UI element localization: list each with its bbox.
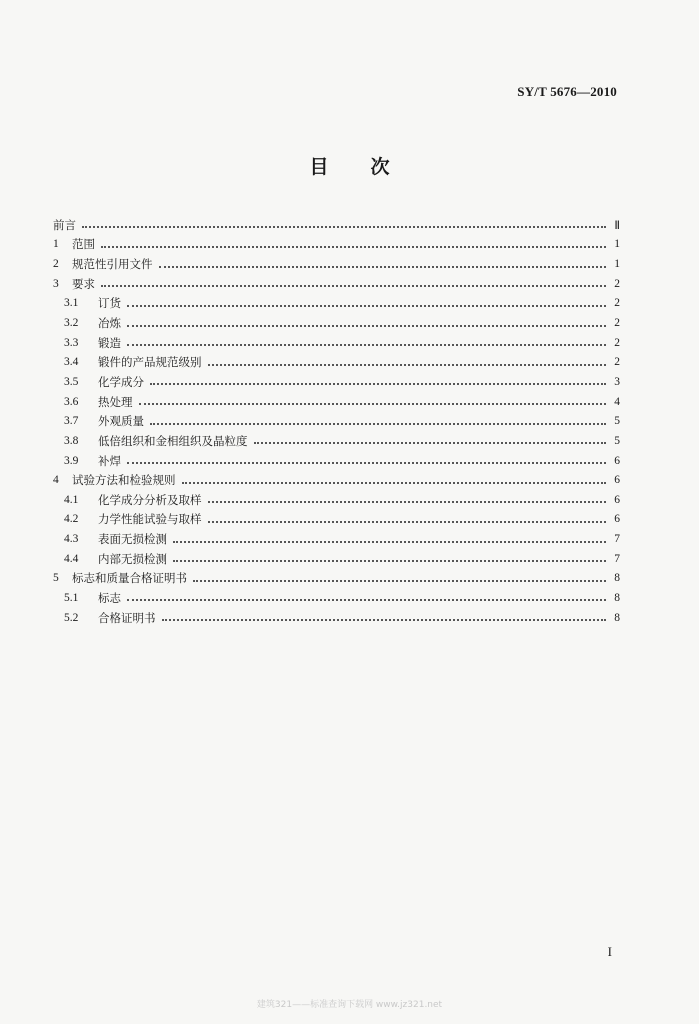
watermark: 建筑321——标准查询下载网 www.jz321.net [256, 1000, 443, 1010]
toc-entry-number: 4.2 [64, 513, 79, 526]
toc-entry-page: 3 [614, 375, 620, 388]
toc-leader-dots [150, 382, 606, 385]
toc-entry-title: 锻件的产品规范级别 [98, 355, 202, 370]
toc-entry-title: 范围 [72, 237, 95, 252]
toc-entry-page: 1 [614, 238, 620, 251]
toc-entry-number: 3.6 [64, 395, 79, 408]
toc-entry[interactable] [53, 352, 620, 372]
toc-leader-dots [150, 422, 606, 425]
toc-entry-number: 1 [53, 238, 59, 251]
toc-entry-page: 6 [614, 454, 620, 467]
toc-entry-number: 4.4 [64, 552, 79, 565]
toc-entry[interactable] [53, 490, 620, 510]
toc-leader-dots [208, 363, 607, 366]
toc-entry-number: 5.2 [64, 611, 79, 624]
toc-entry-number: 3.4 [64, 356, 79, 369]
toc-entry-page: 6 [614, 513, 620, 526]
toc-entry[interactable] [53, 569, 620, 589]
toc-leader-dots [173, 540, 606, 543]
toc-entry[interactable] [53, 431, 620, 451]
table-of-contents [53, 215, 620, 627]
toc-entry-page: 5 [614, 415, 620, 428]
toc-leader-dots [159, 265, 607, 268]
toc-leader-dots [139, 402, 607, 405]
toc-entry-title: 订货 [98, 296, 121, 311]
toc-entry[interactable] [53, 608, 620, 628]
toc-entry-title: 外观质量 [98, 414, 144, 429]
page-title [0, 152, 699, 179]
toc-entry-title: 化学成分分析及取样 [98, 492, 202, 507]
toc-entry-page: 2 [614, 356, 620, 369]
toc-leader-dots [82, 225, 606, 228]
toc-leader-dots [127, 324, 606, 327]
toc-entry-number: 3.5 [64, 375, 79, 388]
toc-entry-title: 热处理 [98, 394, 133, 409]
toc-entry-title: 冶炼 [98, 316, 121, 331]
toc-leader-dots [162, 618, 607, 621]
toc-entry-title: 要求 [72, 276, 95, 291]
toc-entry-number: 3.7 [64, 415, 79, 428]
toc-leader-dots [182, 481, 607, 484]
toc-entry-page: 8 [614, 611, 620, 624]
toc-entry-page: 6 [614, 493, 620, 506]
toc-entry[interactable] [53, 549, 620, 569]
toc-leader-dots [127, 304, 606, 307]
toc-entry[interactable] [53, 313, 620, 333]
toc-entry-page: 2 [614, 277, 620, 290]
toc-entry[interactable] [53, 294, 620, 314]
toc-entry-title: 标志 [98, 590, 121, 605]
toc-entry-page: 8 [614, 572, 620, 585]
toc-entry-number: 5.1 [64, 591, 79, 604]
toc-entry-page: 2 [614, 336, 620, 349]
toc-leader-dots [254, 441, 607, 444]
toc-entry-number: 3.2 [64, 317, 79, 330]
toc-entry[interactable] [53, 411, 620, 431]
toc-entry-page: 2 [614, 297, 620, 310]
toc-entry[interactable] [53, 274, 620, 294]
toc-entry-number: 2 [53, 258, 59, 271]
toc-entry-page: 7 [614, 552, 620, 565]
toc-entry-title: 低倍组织和金相组织及晶粒度 [98, 433, 248, 448]
toc-entry-title: 力学性能试验与取样 [98, 512, 202, 527]
toc-leader-dots [127, 598, 606, 601]
toc-entry-page: 7 [614, 533, 620, 546]
toc-entry-page: 4 [614, 395, 620, 408]
toc-entry-title: 合格证明书 [98, 610, 156, 625]
toc-leader-dots [173, 559, 606, 562]
toc-entry[interactable] [53, 215, 620, 235]
toc-entry-number: 4.3 [64, 533, 79, 546]
page-number: I [607, 944, 612, 959]
toc-entry-page: 1 [614, 258, 620, 271]
toc-entry[interactable] [53, 392, 620, 412]
toc-entry[interactable] [53, 470, 620, 490]
toc-leader-dots [101, 284, 606, 287]
title-char-1: 目 [309, 156, 329, 178]
toc-leader-dots [127, 343, 606, 346]
toc-entry-title: 锻造 [98, 335, 121, 350]
toc-entry-title: 补焊 [98, 453, 121, 468]
toc-entry-title: 标志和质量合格证明书 [72, 571, 187, 586]
toc-leader-dots [101, 245, 606, 248]
standard-code: SY/T 5676—2010 [517, 84, 617, 99]
toc-entry[interactable] [53, 235, 620, 255]
toc-entry-number: 4.1 [64, 493, 79, 506]
toc-leader-dots [127, 461, 606, 464]
toc-entry-title: 前言 [53, 217, 76, 232]
toc-entry[interactable] [53, 254, 620, 274]
toc-entry-title: 表面无损检测 [98, 532, 167, 547]
toc-entry-title: 试验方法和检验规则 [72, 473, 176, 488]
toc-entry-number: 4 [53, 474, 59, 487]
toc-entry-number: 3.1 [64, 297, 79, 310]
toc-leader-dots [208, 520, 607, 523]
toc-entry[interactable] [53, 588, 620, 608]
toc-entry[interactable] [53, 510, 620, 530]
toc-entry-page: 2 [614, 317, 620, 330]
toc-entry-title: 内部无损检测 [98, 551, 167, 566]
toc-leader-dots [208, 500, 607, 503]
toc-leader-dots [193, 579, 606, 582]
toc-entry-page: 5 [614, 434, 620, 447]
toc-entry[interactable] [53, 529, 620, 549]
toc-entry-page: Ⅱ [614, 219, 620, 232]
toc-entry[interactable] [53, 451, 620, 471]
toc-entry-number: 3.9 [64, 454, 79, 467]
toc-entry-number: 3.8 [64, 434, 79, 447]
toc-entry-title: 规范性引用文件 [72, 257, 153, 272]
title-char-2: 次 [370, 156, 390, 178]
toc-entry-title: 化学成分 [98, 374, 144, 389]
toc-entry-number: 5 [53, 572, 59, 585]
toc-entry-number: 3.3 [64, 336, 79, 349]
toc-entry-page: 8 [614, 591, 620, 604]
toc-entry[interactable] [53, 372, 620, 392]
toc-entry-number: 3 [53, 277, 59, 290]
toc-entry[interactable] [53, 333, 620, 353]
toc-entry-page: 6 [614, 474, 620, 487]
